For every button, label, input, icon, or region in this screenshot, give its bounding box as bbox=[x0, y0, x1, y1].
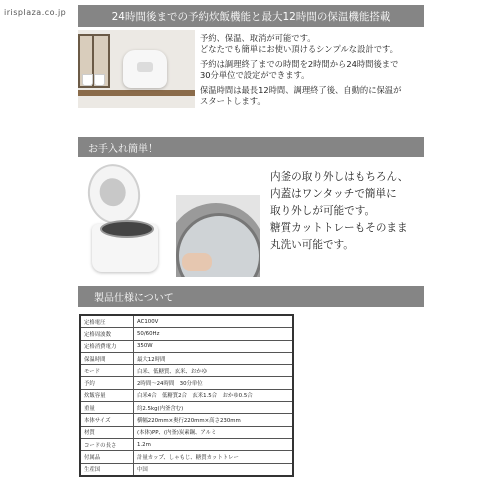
spec-value: AC100V bbox=[134, 315, 294, 328]
spec-value: 中国 bbox=[134, 463, 294, 476]
section-banner-reservation: 24時間後までの予約炊飯機能と最大12時間の保温機能搭載 bbox=[78, 5, 424, 27]
table-row bbox=[80, 463, 293, 476]
spec-key: 本体サイズ bbox=[80, 414, 134, 426]
cup-image bbox=[94, 74, 105, 86]
paragraph-line: 予約、保温、取消が可能です。 bbox=[200, 33, 316, 43]
paragraph-line: スタートします。 bbox=[200, 95, 266, 106]
table-row bbox=[80, 377, 293, 389]
table-row bbox=[80, 451, 293, 463]
paragraph-line: 30分単位で設定ができます。 bbox=[200, 69, 310, 80]
spec-key: 定格周波数 bbox=[80, 328, 134, 340]
spec-key: 定格電圧 bbox=[80, 315, 134, 328]
paragraph-line: 予約は調理終了までの時間を2時間から24時間後まで bbox=[200, 59, 399, 70]
table-row bbox=[80, 426, 293, 438]
spec-key: 生産国 bbox=[80, 463, 134, 476]
table-row bbox=[80, 389, 293, 401]
spec-value: 50/60Hz bbox=[134, 328, 294, 340]
spec-key: 保温時間 bbox=[80, 352, 134, 364]
spec-value: 1.2m bbox=[134, 438, 294, 450]
spec-value: 350W bbox=[134, 340, 294, 352]
inner-lid-photo bbox=[176, 195, 260, 277]
spec-key: 炊飯容量 bbox=[80, 389, 134, 401]
spec-value: 計量カップ、しゃもじ、糖質カットトレー bbox=[134, 451, 294, 463]
spec-value: 白米4合 低糖質2合 玄米1.5合 おかゆ0.5合 bbox=[134, 389, 294, 401]
spec-value: 約2.5kg(内釜含む) bbox=[134, 402, 294, 414]
section-banner-specs: 製品仕様について bbox=[78, 286, 424, 307]
table-row bbox=[80, 402, 293, 414]
care-line: 取り外しが可能です。 bbox=[270, 205, 376, 217]
table-row bbox=[80, 438, 293, 450]
care-description bbox=[270, 169, 420, 254]
control-panel-image bbox=[137, 62, 153, 72]
site-label: irisplaza.co.jp bbox=[4, 8, 67, 17]
table-row bbox=[80, 365, 293, 377]
spec-value: 横幅220mm×奥行220mm×高さ230mm bbox=[134, 414, 294, 426]
care-line: 内釜の取り外しはもちろん、 bbox=[270, 171, 409, 183]
spec-key: コードの長さ bbox=[80, 438, 134, 450]
table-row bbox=[80, 328, 293, 340]
spec-key: 材質 bbox=[80, 426, 134, 438]
spec-key: 定格消費電力 bbox=[80, 340, 134, 352]
cooker-body-image bbox=[92, 224, 158, 272]
table-row bbox=[80, 352, 293, 364]
care-line: 糖質カットトレーもそのまま bbox=[270, 222, 408, 234]
section-banner-care: お手入れ簡単！ bbox=[78, 137, 424, 157]
care-line: 内蓋はワンタッチで簡単に bbox=[270, 188, 397, 200]
spec-key: 予約 bbox=[80, 377, 134, 389]
table-row bbox=[80, 315, 293, 328]
care-line: 丸洗い可能です。 bbox=[270, 239, 354, 251]
rice-cooker-image bbox=[123, 50, 167, 88]
cup-image bbox=[82, 74, 93, 86]
hand-image bbox=[182, 253, 212, 271]
spec-table bbox=[79, 314, 294, 477]
inner-pot-image bbox=[100, 220, 154, 238]
shelf-image bbox=[78, 90, 195, 96]
spec-key: モード bbox=[80, 365, 134, 377]
table-row bbox=[80, 414, 293, 426]
lid-image bbox=[83, 160, 145, 228]
spec-key: 重量 bbox=[80, 402, 134, 414]
paragraph-line: どなたでも簡単にお使い頂けるシンプルな設計です。 bbox=[200, 43, 398, 54]
spec-value: 最大12時間 bbox=[134, 352, 294, 364]
table-row bbox=[80, 340, 293, 352]
rice-cooker-room-photo bbox=[78, 30, 195, 108]
open-cooker-photo bbox=[78, 162, 170, 280]
spec-value: (本体)PP、(内釜)炭素鋼、アルミ bbox=[134, 426, 294, 438]
reservation-description bbox=[200, 33, 422, 107]
paragraph-line: 保温時間は最長12時間、調理終了後、自動的に保温が bbox=[200, 85, 402, 96]
spec-value: 2時間〜24時間 30分単位 bbox=[134, 377, 294, 389]
spec-key: 付属品 bbox=[80, 451, 134, 463]
spec-value: 白米、低糖質、玄米、おかゆ bbox=[134, 365, 294, 377]
